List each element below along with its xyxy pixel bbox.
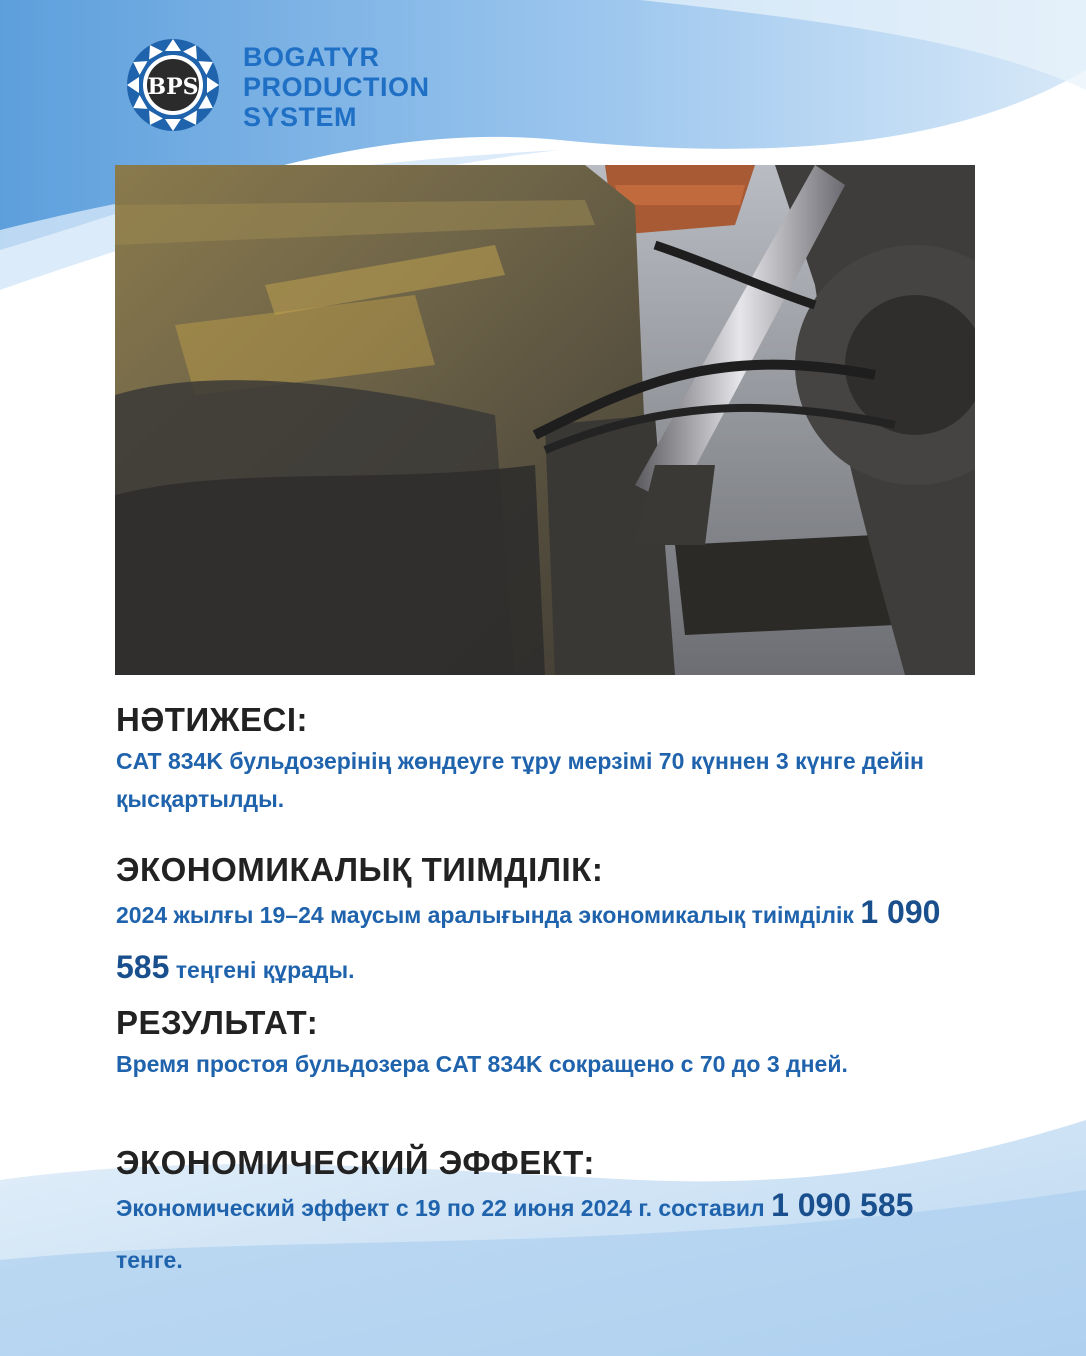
amount-value: 1 090 585 [116,894,941,985]
section-result-kz [116,700,976,818]
section-economic-ru [116,1143,976,1286]
section-heading: ЭКОНОМИЧЕСКИЙ ЭФФЕКТ: [116,1144,595,1181]
section-heading: ЭКОНОМИКАЛЫҚ ТИІМДІЛІК: [116,851,604,888]
brand-line-2: PRODUCTION [243,72,430,102]
bps-gear-logo-icon [118,30,228,140]
brand-line-1: BOGATYR [243,42,380,72]
section-text [116,1179,976,1286]
section-text [116,886,976,996]
section-text: CAT 834K бульдозерінің жөндеуге тұру мерзімі 70 күннен 3 күнге дейін қысқартылды. [116,748,924,812]
section-heading: РЕЗУЛЬТАТ: [116,1004,319,1041]
text-after-amount: теңгені құрады. [169,957,355,983]
text-after-amount: тенге. [116,1247,183,1273]
logo-text: BPS [147,74,199,100]
amount-value: 1 090 585 [771,1187,914,1223]
brand-line-3: SYSTEM [243,102,358,132]
section-heading: НӘТИЖЕСІ: [116,701,308,738]
section-result-ru [116,1003,976,1083]
text-before-amount: 2024 жылғы 19–24 маусым аралығында экономикалық тиімділік [116,902,861,928]
bulldozer-photo [115,165,975,675]
section-economic-kz [116,850,976,996]
text-before-amount: Экономический эффект с 19 по 22 июня 2024 г. составил [116,1195,772,1221]
brand-name [243,42,430,132]
section-text: Время простоя бульдозера CAT 834K сокращено с 70 до 3 дней. [116,1051,848,1077]
